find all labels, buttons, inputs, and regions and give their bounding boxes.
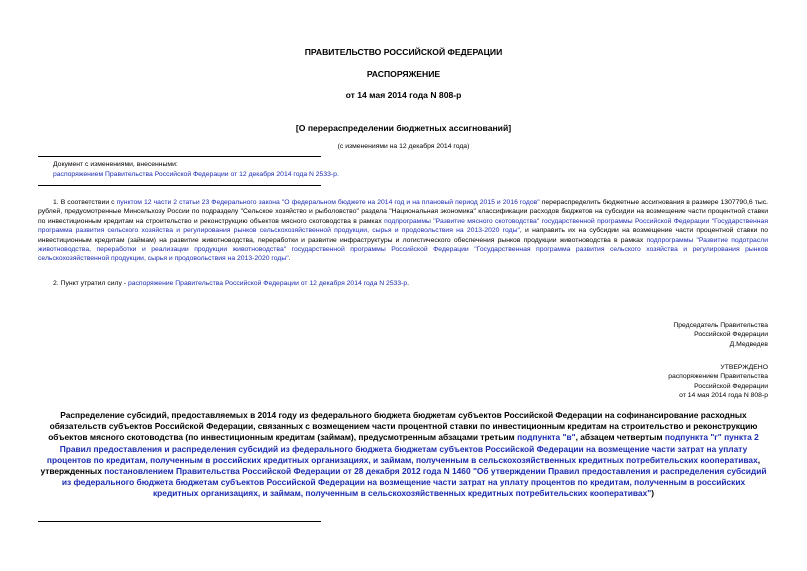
government-heading: ПРАВИТЕЛЬСТВО РОССИЙСКОЙ ФЕДЕРАЦИИ <box>304 47 503 57</box>
document-type-heading: РАСПОРЯЖЕНИЕ <box>366 69 441 79</box>
federal-law-link[interactable]: пунктом 12 части 2 статьи 23 Федерального закона "О федеральном бюджете на 2014 год и на плановый период 2015 и 2016 годов" <box>116 199 540 206</box>
paragraph-1-text: , и направить их на субсидии на возмещение части процентной ставки по инвестиционным кредитам (займам) на развитие животноводства, переработки и развитие инфраструктуры и логистического обеспечения рынков продукции животноводства в рамках <box>38 227 768 244</box>
distribution-title-text: ) <box>651 488 655 499</box>
signature-title: Председатель Правительства <box>673 322 768 329</box>
changes-link[interactable]: распоряжением Правительства Российской Федерации от 12 декабря 2014 года N 2533-р. <box>53 171 339 178</box>
paragraph-1-text: 1. В соответствии с <box>53 199 117 206</box>
paragraph-2 <box>38 279 768 288</box>
paragraph-1 <box>38 198 768 264</box>
changes-intro: Документ с изменениями, внесенными: <box>53 161 178 168</box>
approval-line: распоряжением Правительства <box>668 373 768 381</box>
repeal-order-link[interactable]: распоряжение Правительства Российской Федерации от 12 декабря 2014 года N 2533-р <box>127 280 408 287</box>
distribution-title <box>40 410 767 500</box>
distribution-title-text: , утвержденных <box>40 454 761 477</box>
subparagraph-v-link[interactable]: подпункта "в" <box>517 432 576 443</box>
paragraph-2-text: 2. Пункт утратил силу - <box>53 280 128 287</box>
signature-country: Российской Федерации <box>694 331 768 339</box>
approval-line: Российской Федерации <box>694 382 768 390</box>
livestock-subprogram-link[interactable]: подпрограммы "Развитие подотрасли животноводства, переработки и реализации продукции животноводства" государственной программы Российской Федерации "Государственная программа развития сельского хозяйства и регулирования рынков сельскохозяйственной продукции, сырья и продовольствия на 2013-2020 годы" <box>38 236 768 263</box>
distribution-title-text: , абзацем четвертым <box>575 432 665 443</box>
approval-block <box>668 363 768 401</box>
footer-rule <box>38 521 321 522</box>
paragraph-1-text: . <box>288 255 291 263</box>
document-date-number: от 14 мая 2014 года N 808-р <box>345 90 462 100</box>
signature-name: Д.Медведев <box>729 340 768 348</box>
distribution-title-text: Распределение субсидий, предоставляемых в 2014 году из федерального бюджета бюджетам субъектов Российской Федерации на софинансирование расходных обязательств субъектов Российской Федерации, связанных с возмещением части процентной ставки по инвестиционным кредитам на строительство и реконструкцию объектов мясного скотоводства (по инвестиционным кредитам (займам), предусмотренным абзацами третьим <box>48 410 758 443</box>
paragraph-2-text: . <box>407 280 410 287</box>
amended-note: (с изменениями на 12 декабря 2014 года) <box>337 143 470 150</box>
changes-bottom-rule <box>38 185 321 186</box>
signature-block <box>673 321 768 349</box>
document-subject: [О перераспределении бюджетных ассигнований] <box>295 123 512 133</box>
approval-date: от 14 мая 2014 года N 808-р <box>679 392 768 400</box>
meat-cattle-subprogram-link[interactable]: подпрограммы "Развитие мясного скотоводства" государственной программы Российской Федерации "Государственная программа развития сельского хозяйства и регулирования рынков сельскохозяйственной продукции, сырья и продовольствия на 2013-2020 годы" <box>38 217 768 235</box>
paragraph-1-text: перераспределить бюджетные ассигнования в размере 1307790,6 тыс. рублей, предусмотренные Минсельхозу России по подразделу "Сельское хозяйство и рыболовство" раздела "Национальная экономика" классификации расходов бюджетов на субсидии на возмещение части процентной ставки по инвестиционным кредитам на строительство и реконструкцию объектов мясного скотоводства в рамках <box>38 199 768 225</box>
approval-heading: УТВЕРЖДЕНО <box>720 364 768 371</box>
subparagraph-g-rules-link[interactable]: подпункта "г" пункта 2 Правил предоставления и распределения субсидий из федерального бюджета бюджетам субъектов Российской Федерации на возмещение части затрат на уплату процентов по кредитам, полученным в российских кредитных организациях, и займам, полученным в сельскохозяйственных кредитных потребительских кооперативах <box>46 432 759 465</box>
resolution-1460-link[interactable]: постановлением Правительства Российской Федерации от 28 декабря 2012 года N 1460 "Об утверждении Правил предоставления и распределения субсидий из федерального бюджета бюджетам субъектов Российской Федерации на возмещение части затрат на уплату процентов по кредитам, полученным в российских кредитных организациях, и займам, полученным в сельскохозяйственных кредитных потребительских кооперативах" <box>61 466 767 499</box>
changes-top-rule <box>38 156 321 157</box>
